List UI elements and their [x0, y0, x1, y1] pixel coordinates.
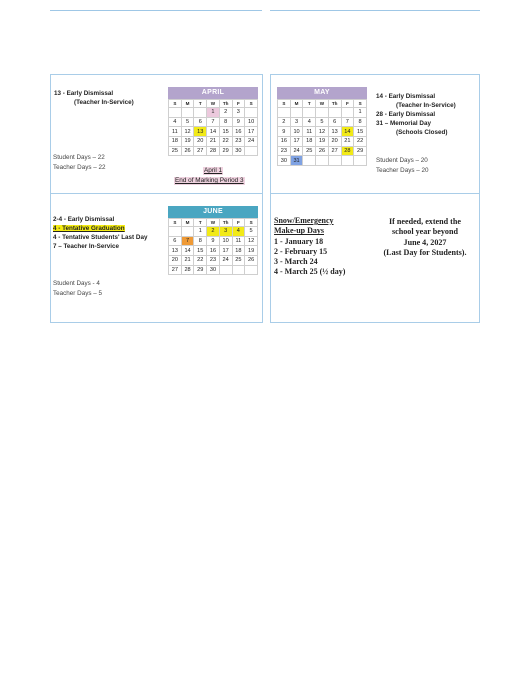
- april-date-14: 14: [207, 127, 220, 137]
- may-calendar: [277, 87, 367, 166]
- june-calendar: [168, 206, 258, 275]
- may-week-row: [278, 146, 367, 156]
- may-weekday-header: T: [303, 100, 316, 108]
- april-week-row: [169, 127, 258, 137]
- may-notes: [376, 92, 456, 137]
- may-date-14: 14: [341, 127, 354, 137]
- april-marking-date: April 1: [204, 167, 223, 174]
- june-date-6: 6: [169, 236, 182, 246]
- april-note-1: 13 - Early Dismissal: [54, 90, 114, 97]
- june-date-30: 30: [207, 265, 220, 275]
- june-date-28: 28: [181, 265, 194, 275]
- june-weekday-header: S: [169, 219, 182, 227]
- april-empty-cell: [169, 108, 182, 118]
- may-weekday-header: S: [354, 100, 367, 108]
- may-date-21: 21: [341, 137, 354, 147]
- june-date-20: 20: [169, 256, 182, 266]
- april-weekday-header: S: [169, 100, 182, 108]
- snow-title-1: Snow/Emergency: [274, 216, 334, 225]
- april-date-7: 7: [207, 117, 220, 127]
- june-date-4: 4: [232, 227, 245, 237]
- june-week-row: [169, 256, 258, 266]
- june-weekday-header: S: [245, 219, 258, 227]
- may-week-row: [278, 127, 367, 137]
- may-date-11: 11: [303, 127, 316, 137]
- april-week-row: [169, 108, 258, 118]
- june-note-2: 4 - Tentative Graduation: [53, 225, 125, 232]
- may-date-7: 7: [341, 117, 354, 127]
- april-month-header: APRIL: [168, 87, 258, 99]
- snow-item-2: 2 - February 15: [274, 246, 328, 256]
- april-date-25: 25: [169, 146, 182, 156]
- april-date-9: 9: [232, 117, 245, 127]
- top-rule-left: [50, 10, 262, 11]
- may-date-29: 29: [354, 146, 367, 156]
- may-weekday-header: M: [290, 100, 303, 108]
- june-date-23: 23: [207, 256, 220, 266]
- june-note-4: 7 – Teacher In-Service: [53, 243, 120, 250]
- april-marking-text: End of Marking Period 3: [175, 177, 244, 184]
- may-day-counts: [376, 156, 429, 175]
- extend-line-3: June 4, 2027: [403, 237, 447, 247]
- may-date-31: 31: [290, 156, 303, 166]
- may-date-20: 20: [328, 137, 341, 147]
- june-note-3: 4 - Tentative Students' Last Day: [53, 234, 148, 241]
- june-empty-cell: [181, 227, 194, 237]
- may-empty-cell: [341, 108, 354, 118]
- may-teacher-days: Teacher Days – 20: [376, 166, 429, 174]
- june-empty-cell: [245, 265, 258, 275]
- june-week-row: [169, 246, 258, 256]
- snow-makeup-list: [274, 216, 345, 278]
- april-week-row: [169, 146, 258, 156]
- june-date-26: 26: [245, 256, 258, 266]
- april-date-8: 8: [219, 117, 232, 127]
- may-week-row: [278, 108, 367, 118]
- may-weekday-header: Th: [328, 100, 341, 108]
- may-empty-cell: [328, 156, 341, 166]
- may-empty-cell: [354, 156, 367, 166]
- june-date-25: 25: [232, 256, 245, 266]
- may-weekday-header: S: [278, 100, 291, 108]
- april-date-22: 22: [219, 137, 232, 147]
- april-date-10: 10: [245, 117, 258, 127]
- extend-line-2: school year beyond: [392, 227, 458, 237]
- june-weekday-header: Th: [219, 219, 232, 227]
- april-date-28: 28: [207, 146, 220, 156]
- april-notes: [54, 89, 134, 107]
- april-note-2: (Teacher In-Service): [74, 99, 134, 106]
- extend-line-1: If needed, extend the: [389, 217, 461, 226]
- june-empty-cell: [169, 227, 182, 237]
- may-weekday-header: F: [341, 100, 354, 108]
- may-date-23: 23: [278, 146, 291, 156]
- may-weekday-header: W: [316, 100, 329, 108]
- may-date-18: 18: [303, 137, 316, 147]
- june-date-21: 21: [181, 256, 194, 266]
- may-note-2: (Teacher In-Service): [396, 102, 456, 109]
- june-date-19: 19: [245, 246, 258, 256]
- april-date-13: 13: [194, 127, 207, 137]
- may-week-row: [278, 156, 367, 166]
- june-date-13: 13: [169, 246, 182, 256]
- june-weekday-header: W: [207, 219, 220, 227]
- april-empty-cell: [245, 146, 258, 156]
- may-date-8: 8: [354, 117, 367, 127]
- may-empty-cell: [316, 156, 329, 166]
- june-date-27: 27: [169, 265, 182, 275]
- april-date-18: 18: [169, 137, 182, 147]
- snow-item-3: 3 - March 24: [274, 257, 318, 267]
- april-date-26: 26: [181, 146, 194, 156]
- june-weekday-header: F: [232, 219, 245, 227]
- june-empty-cell: [232, 265, 245, 275]
- april-date-5: 5: [181, 117, 194, 127]
- april-weekday-header: F: [232, 100, 245, 108]
- june-date-11: 11: [232, 236, 245, 246]
- may-empty-cell: [278, 108, 291, 118]
- june-date-14: 14: [181, 246, 194, 256]
- april-day-counts: [53, 153, 106, 172]
- may-empty-cell: [328, 108, 341, 118]
- may-date-12: 12: [316, 127, 329, 137]
- april-date-6: 6: [194, 117, 207, 127]
- april-weekday-header: T: [194, 100, 207, 108]
- april-week-row: [169, 117, 258, 127]
- june-date-8: 8: [194, 236, 207, 246]
- april-date-27: 27: [194, 146, 207, 156]
- june-notes: [53, 215, 147, 251]
- june-date-9: 9: [207, 236, 220, 246]
- may-empty-cell: [290, 108, 303, 118]
- may-date-17: 17: [290, 137, 303, 147]
- april-date-15: 15: [219, 127, 232, 137]
- may-date-30: 30: [278, 156, 291, 166]
- may-date-26: 26: [316, 146, 329, 156]
- may-date-22: 22: [354, 137, 367, 147]
- june-month-header: JUNE: [168, 206, 258, 218]
- april-date-21: 21: [207, 137, 220, 147]
- june-weekday-header: T: [194, 219, 207, 227]
- june-date-7: 7: [181, 236, 194, 246]
- april-date-24: 24: [245, 137, 258, 147]
- june-week-row: [169, 265, 258, 275]
- april-date-17: 17: [245, 127, 258, 137]
- april-weekday-header: M: [181, 100, 194, 108]
- april-empty-cell: [194, 108, 207, 118]
- april-date-23: 23: [232, 137, 245, 147]
- may-date-16: 16: [278, 137, 291, 147]
- april-weekday-header: Th: [219, 100, 232, 108]
- top-rule-right: [270, 10, 480, 11]
- may-date-19: 19: [316, 137, 329, 147]
- may-date-27: 27: [328, 146, 341, 156]
- may-date-5: 5: [316, 117, 329, 127]
- snow-item-4: 4 - March 25 (½ day): [274, 267, 346, 277]
- may-empty-cell: [316, 108, 329, 118]
- may-note-4: 31 – Memorial Day: [376, 120, 431, 127]
- june-date-5: 5: [245, 227, 258, 237]
- june-empty-cell: [219, 265, 232, 275]
- april-empty-cell: [181, 108, 194, 118]
- april-date-20: 20: [194, 137, 207, 147]
- june-day-counts: [53, 279, 102, 298]
- april-student-days: Student Days – 22: [53, 154, 105, 161]
- june-date-2: 2: [207, 227, 220, 237]
- june-date-17: 17: [219, 246, 232, 256]
- may-date-4: 4: [303, 117, 316, 127]
- may-date-25: 25: [303, 146, 316, 156]
- may-date-13: 13: [328, 127, 341, 137]
- snow-title-2: Make-up Days: [274, 226, 325, 236]
- may-week-row: [278, 137, 367, 147]
- may-date-1: 1: [354, 108, 367, 118]
- june-note-1: 2-4 - Early Dismissal: [53, 216, 115, 223]
- june-date-22: 22: [194, 256, 207, 266]
- june-weekday-header: M: [181, 219, 194, 227]
- april-date-29: 29: [219, 146, 232, 156]
- may-student-days: Student Days – 20: [376, 157, 428, 164]
- may-date-10: 10: [290, 127, 303, 137]
- extend-line-4: (Last Day for Students).: [383, 248, 467, 258]
- snow-item-1: 1 - January 18: [274, 236, 324, 246]
- april-week-row: [169, 137, 258, 147]
- april-date-19: 19: [181, 137, 194, 147]
- april-date-16: 16: [232, 127, 245, 137]
- june-date-3: 3: [219, 227, 232, 237]
- extend-school-year-note: [374, 217, 476, 259]
- april-date-4: 4: [169, 117, 182, 127]
- may-empty-cell: [341, 156, 354, 166]
- may-week-row: [278, 117, 367, 127]
- may-month-header: MAY: [277, 87, 367, 99]
- april-teacher-days: Teacher Days – 22: [53, 163, 106, 171]
- june-teacher-days: Teacher Days – 5: [53, 289, 103, 297]
- may-date-15: 15: [354, 127, 367, 137]
- april-date-30: 30: [232, 146, 245, 156]
- april-empty-cell: [245, 108, 258, 118]
- may-date-3: 3: [290, 117, 303, 127]
- may-empty-cell: [303, 108, 316, 118]
- june-week-row: [169, 236, 258, 246]
- may-note-5: (Schools Closed): [396, 129, 448, 136]
- may-note-3: 28 - Early Dismissal: [376, 111, 436, 118]
- may-date-28: 28: [341, 146, 354, 156]
- may-date-6: 6: [328, 117, 341, 127]
- april-date-3: 3: [232, 108, 245, 118]
- june-student-days: Student Days - 4: [53, 280, 100, 287]
- june-date-1: 1: [194, 227, 207, 237]
- june-date-12: 12: [245, 236, 258, 246]
- june-date-18: 18: [232, 246, 245, 256]
- april-weekday-header: W: [207, 100, 220, 108]
- april-date-12: 12: [181, 127, 194, 137]
- may-date-2: 2: [278, 117, 291, 127]
- april-weekday-header: S: [245, 100, 258, 108]
- june-week-row: [169, 227, 258, 237]
- april-calendar: [168, 87, 258, 156]
- april-date-1: 1: [207, 108, 220, 118]
- april-date-2: 2: [219, 108, 232, 118]
- june-date-29: 29: [194, 265, 207, 275]
- may-note-1: 14 - Early Dismissal: [376, 93, 436, 100]
- june-date-24: 24: [219, 256, 232, 266]
- june-date-16: 16: [207, 246, 220, 256]
- may-empty-cell: [303, 156, 316, 166]
- june-date-10: 10: [219, 236, 232, 246]
- june-date-15: 15: [194, 246, 207, 256]
- may-date-9: 9: [278, 127, 291, 137]
- may-date-24: 24: [290, 146, 303, 156]
- april-date-11: 11: [169, 127, 182, 137]
